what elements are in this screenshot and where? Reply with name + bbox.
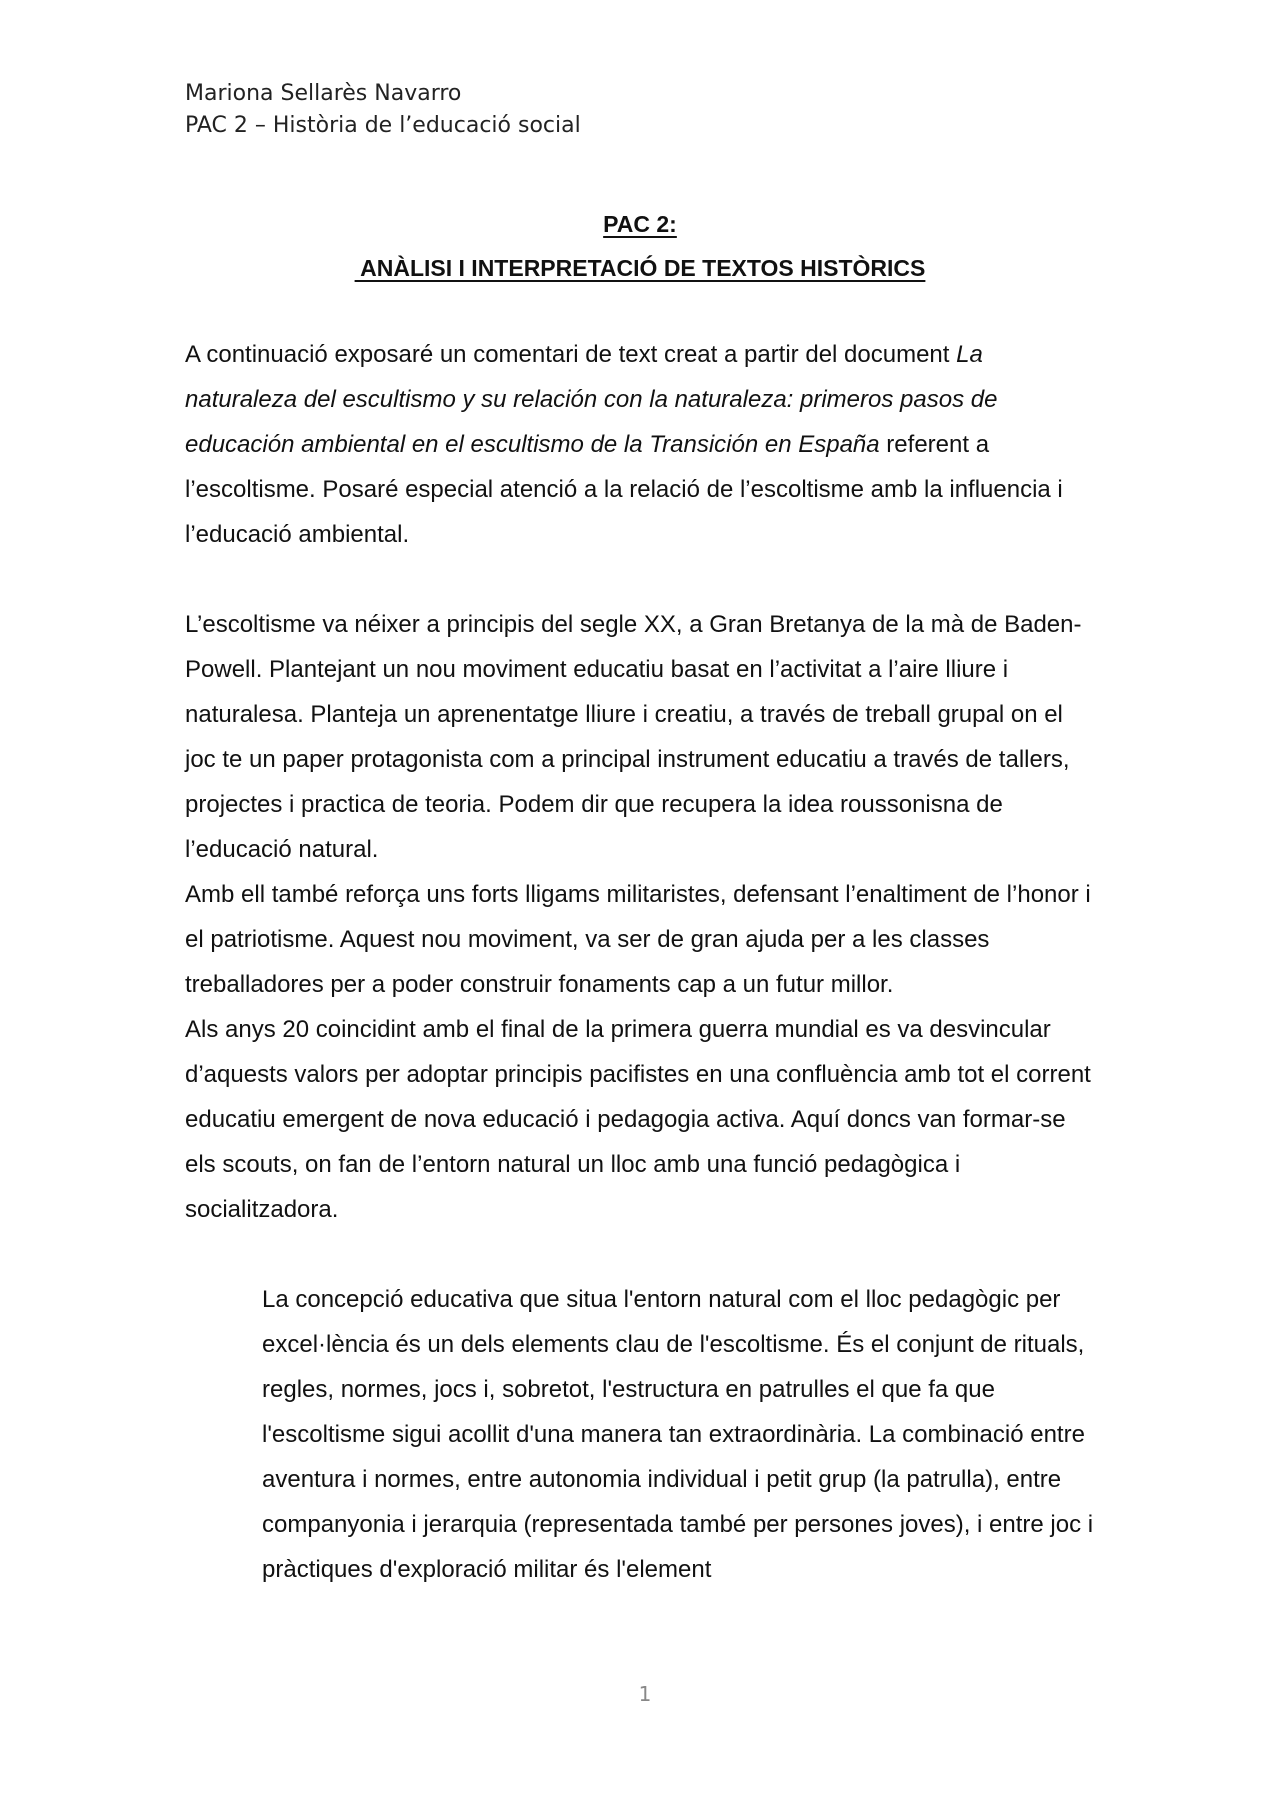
page-header bbox=[185, 78, 581, 142]
document-body bbox=[185, 332, 1095, 1592]
intro-document-title: La naturaleza del escultismo y su relación con la naturaleza: primeros pasos de educación ambiental en el escultismo de la Transición en España bbox=[185, 341, 998, 458]
body-paragraph: L’escoltisme va néixer a principis del segle XX, a Gran Bretanya de la mà de Baden-Powell. Plantejant un nou moviment educatiu basat en l’activitat a l’aire lliure i naturalesa. Planteja un aprenentatge lliure i creatiu, a través de treball grupal on el joc te un paper protagonista com a principal instrument educatiu a través de tallers, projectes i practica de teoria. Podem dir que recupera la idea roussonisna de l’educació natural. bbox=[185, 611, 1082, 863]
block-quote: La concepció educativa que situa l'entorn natural com el lloc pedagògic per excel·lència és un dels elements clau de l'escoltisme. És el conjunt de rituals, regles, normes, jocs i, sobretot, l'estructura en patrulles el que fa que l'escoltisme sigui acollit d'una manera tan extraordinària. La combinació entre aventura i normes, entre autonomia individual i petit grup (la patrulla), entre companyonia i jerarquia (representada també per persones joves), i entre joc i pràctiques d'exploració militar és l'element bbox=[262, 1286, 1094, 1583]
document-title bbox=[185, 202, 1095, 290]
paragraph-gap bbox=[185, 1232, 1095, 1277]
page-number: 1 bbox=[638, 1682, 652, 1706]
body-paragraph: Als anys 20 coincidint amb el final de la primera guerra mundial es va desvincular d’aquests valors per adoptar principis pacifistes en una confluència amb tot el corrent educatiu emergent de nova educació i pedagogia activa. Aquí doncs van formar-se els scouts, on fan de l’entorn natural un lloc amb una funció pedagògica i socialitzadora. bbox=[185, 1016, 1091, 1223]
title-line-1: PAC 2: bbox=[603, 211, 677, 237]
header-course: PAC 2 – Història de l’educació social bbox=[185, 113, 581, 138]
intro-paragraph bbox=[185, 332, 1095, 557]
intro-text-before: A continuació exposaré un comentari de text creat a partir del document bbox=[185, 341, 957, 368]
title-line-2: ANÀLISI I INTERPRETACIÓ DE TEXTOS HISTÒRICS bbox=[354, 255, 926, 281]
intro-text-after: referent a l’escoltisme. Posaré especial atenció a la relació de l’escoltisme amb la influencia i l’educació ambiental. bbox=[185, 431, 1063, 548]
paragraph-gap bbox=[185, 557, 1095, 602]
header-author: Mariona Sellarès Navarro bbox=[185, 81, 462, 106]
body-paragraph: Amb ell també reforça uns forts lligams militaristes, defensant l’enaltiment de l’honor i el patriotisme. Aquest nou moviment, va ser de gran ajuda per a les classes treballadores per a poder construir fonaments cap a un futur millor. bbox=[185, 881, 1091, 998]
